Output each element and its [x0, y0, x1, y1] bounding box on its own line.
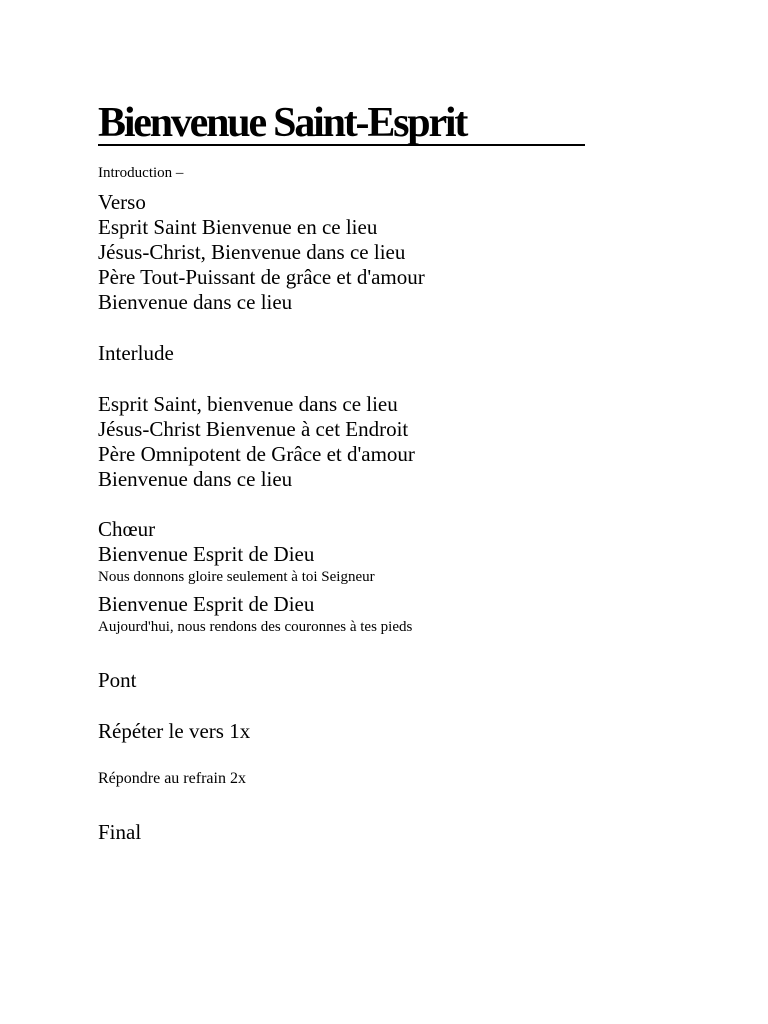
- verse-line-4: Bienvenue dans ce lieu: [98, 290, 293, 314]
- interlude-line-1: Esprit Saint, bienvenue dans ce lieu: [98, 392, 398, 416]
- interlude-line-4: Bienvenue dans ce lieu: [98, 467, 293, 491]
- title-underline-block: [98, 98, 585, 146]
- verse-line-2: Jésus-Christ, Bienvenue dans ce lieu: [98, 240, 406, 264]
- chorus-line-2: Bienvenue Esprit de Dieu: [98, 592, 315, 616]
- chorus-subline-1: Nous donnons gloire seulement à toi Seigneur: [98, 569, 375, 585]
- repeat-verse-text: Répéter le vers 1x: [98, 719, 251, 743]
- verse-line-3: Père Tout-Puissant de grâce et d'amour: [98, 265, 425, 289]
- bridge-label: Pont: [98, 668, 137, 692]
- interlude-line-2: Jésus-Christ Bienvenue à cet Endroit: [98, 417, 409, 441]
- final-label: Final: [98, 820, 142, 844]
- verse-label: Verso: [98, 190, 146, 214]
- repeat-chorus-text: Répondre au refrain 2x: [98, 770, 246, 787]
- verse-line-1: Esprit Saint Bienvenue en ce lieu: [98, 215, 378, 239]
- chorus-label: Chœur: [98, 517, 156, 541]
- chorus-subline-2: Aujourd'hui, nous rendons des couronnes à tes pieds: [98, 619, 413, 635]
- page-title: Bienvenue Saint-Esprit: [98, 100, 467, 146]
- interlude-line-3: Père Omnipotent de Grâce et d'amour: [98, 442, 415, 466]
- interlude-label: Interlude: [98, 341, 174, 365]
- intro-text: Introduction –: [98, 165, 184, 181]
- chorus-line-1: Bienvenue Esprit de Dieu: [98, 542, 315, 566]
